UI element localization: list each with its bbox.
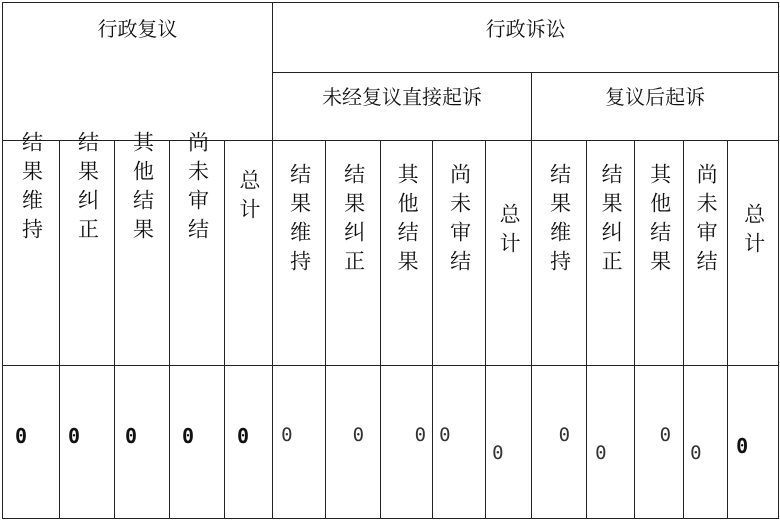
direct-upheld-value	[273, 366, 326, 519]
value: 0	[736, 434, 749, 458]
after-other-header	[635, 141, 684, 366]
direct-suit-label: 未经复议直接起诉	[322, 85, 483, 109]
after-upheld-value	[532, 366, 587, 519]
after-corrected-header	[587, 141, 635, 366]
value: 0	[558, 424, 571, 446]
after-review-label: 复议后起诉	[605, 85, 706, 109]
direct-upheld-header	[273, 141, 326, 366]
after-total-header	[728, 141, 779, 366]
col-label: 结果纠正	[75, 131, 100, 247]
direct-total-header	[486, 141, 532, 366]
admin-review-header	[3, 3, 273, 141]
after-other-value	[635, 366, 684, 519]
review-total-header	[225, 141, 273, 366]
admin-litigation-label: 行政诉讼	[485, 17, 566, 41]
after-upheld-header	[532, 141, 587, 366]
value: 0	[182, 424, 195, 448]
value: 0	[492, 442, 504, 464]
value: 0	[595, 442, 607, 464]
value: 0	[125, 424, 138, 448]
review-corrected-header	[60, 131, 115, 366]
col-label: 其他结果	[395, 163, 420, 279]
col-label: 结果纠正	[341, 163, 366, 279]
review-corrected-value	[60, 366, 115, 519]
col-label: 其他结果	[130, 131, 155, 247]
review-total-value	[225, 366, 273, 519]
direct-corrected-header	[326, 141, 381, 366]
value: 0	[414, 424, 427, 446]
direct-total-value	[486, 366, 532, 519]
review-pending-value	[170, 366, 225, 519]
statistics-table	[2, 2, 779, 519]
direct-other-value	[381, 366, 433, 519]
value: 0	[281, 424, 293, 446]
value: 0	[690, 442, 702, 464]
after-corrected-value	[587, 366, 635, 519]
direct-corrected-value	[326, 366, 381, 519]
col-label: 结果纠正	[599, 163, 624, 279]
col-label: 尚未审结	[447, 163, 472, 279]
after-review-header	[532, 73, 779, 141]
col-label: 其他结果	[647, 163, 672, 279]
after-total-value	[728, 366, 779, 519]
after-pending-value	[684, 366, 728, 519]
review-other-header	[115, 131, 170, 366]
review-pending-header	[170, 131, 225, 366]
value: 0	[15, 424, 28, 448]
col-label: 总计	[741, 203, 766, 261]
direct-pending-value	[433, 366, 486, 519]
admin-litigation-header	[273, 3, 779, 73]
col-label: 总计	[237, 169, 262, 227]
value: 0	[237, 424, 250, 448]
col-label: 尚未审结	[185, 131, 210, 247]
col-label: 总计	[497, 203, 522, 261]
direct-other-header	[381, 141, 433, 366]
col-label: 结果维持	[287, 163, 312, 279]
col-label: 结果维持	[19, 131, 44, 247]
review-upheld-header	[3, 131, 60, 366]
value: 0	[439, 424, 451, 446]
col-label: 尚未审结	[694, 163, 719, 279]
value: 0	[68, 424, 81, 448]
direct-pending-header	[433, 141, 486, 366]
admin-review-label: 行政复议	[97, 17, 178, 41]
direct-suit-header	[273, 73, 532, 141]
value: 0	[352, 424, 365, 446]
value: 0	[659, 424, 672, 446]
col-label: 结果维持	[547, 163, 572, 279]
after-pending-header	[684, 141, 728, 366]
review-upheld-value	[3, 366, 60, 519]
review-other-value	[115, 366, 170, 519]
